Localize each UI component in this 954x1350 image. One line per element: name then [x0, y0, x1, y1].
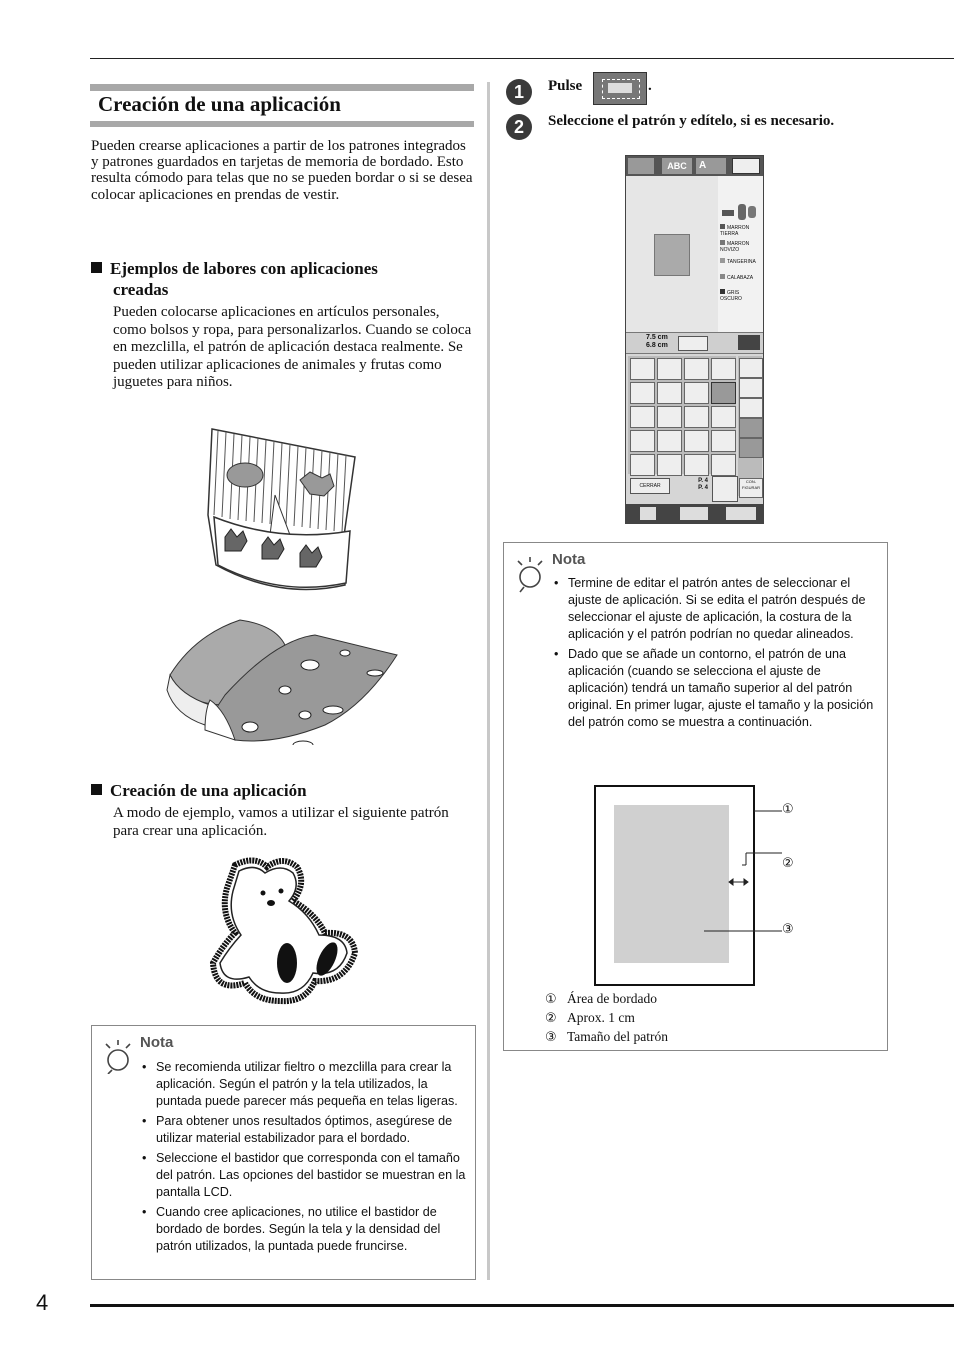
section-heading-examples: Ejemplos de labores con aplicaciones creadas: [91, 258, 475, 300]
step-1-text: Pulse: [548, 78, 583, 94]
pattern-cell[interactable]: [630, 430, 655, 452]
diagram-legend: [545, 990, 845, 1047]
callout-1: ①: [782, 802, 794, 817]
lcd-frame-select-button[interactable]: [739, 378, 763, 398]
pattern-cell[interactable]: [630, 358, 655, 380]
bullet-square-icon: [91, 784, 102, 795]
pattern-cell[interactable]: [630, 406, 655, 428]
lcd-tab-abc[interactable]: ABC: [662, 158, 692, 174]
lcd-color-list: [718, 176, 763, 332]
nota-box-right: [503, 542, 888, 1051]
lcd-color-5: GRIS OSCURO: [720, 290, 742, 302]
pattern-cell[interactable]: [657, 358, 682, 380]
jeans-illustration: [165, 615, 400, 745]
intro-paragraph: Pueden crearse aplicaciones a partir de los patrones integrados y patrones guardados en tarjetas de memoria de bordado. Esto resulta cómodo para telas que no se pueden bordar o si se desea colocar aplicaciones en prendas de vestir.: [91, 138, 473, 203]
nota-item: • Termine de editar el patrón antes de seleccionar el ajuste de aplicación. Si se edita el patrón después de seleccionar el ajuste de aplicación, la costura de la aplicación y el patrón podrían no quedar alineados.: [554, 575, 882, 643]
pattern-cell[interactable]: [711, 406, 736, 428]
lcd-toolbar: [626, 156, 763, 176]
lcd-color-2: MARRON NOVIZO: [720, 241, 750, 253]
footer-rule: [90, 1304, 954, 1307]
pattern-cell[interactable]: [630, 454, 655, 476]
legend-item: ② Aprox. 1 cm: [545, 1010, 635, 1026]
pattern-cell[interactable]: [657, 382, 682, 404]
lcd-arc-button[interactable]: [739, 418, 763, 438]
nota-title-right: Nota: [552, 551, 586, 568]
legend-item: ① Área de bordado: [545, 991, 657, 1007]
nota-item: • Se recomienda utilizar fieltro o mezclilla para crear la aplicación. Según el patrón y la tela utilizados, la puntada puede parecer más pequeña en telas ligeras.: [142, 1059, 467, 1110]
pattern-cell[interactable]: [657, 406, 682, 428]
lcd-machine-icon[interactable]: [680, 507, 708, 520]
lcd-bottom-bar: [626, 504, 763, 523]
header-rule: [90, 58, 954, 59]
nota-item: • Seleccione el bastidor que corresponda con el tamaño del patrón. Las opciones del bastidor se muestran en la pantalla LCD.: [142, 1150, 467, 1201]
bear-pattern-illustration: [205, 853, 360, 1008]
pattern-cell[interactable]: [684, 430, 709, 452]
nota-box-left: [91, 1025, 476, 1280]
nota-item: • Dado que se añade un contorno, el patrón de una aplicación (cuando se selecciona el ajuste de aplicación) tendrá un tamaño superior al del patrón original. En primer lugar, ajuste el tamaño y la posición del patrón como se muestra a continuación.: [554, 646, 882, 731]
section-title-bar: [90, 84, 474, 128]
lcd-spool-icon: [722, 204, 758, 220]
lcd-doc-icon[interactable]: [640, 507, 656, 520]
column-divider: [487, 82, 490, 1280]
lcd-pattern-grid: [628, 356, 736, 474]
lcd-configure-button[interactable]: CON-FIGURAR: [739, 478, 763, 498]
pattern-cell[interactable]: [684, 454, 709, 476]
lcd-bear-thumb: [654, 234, 690, 276]
section-heading-creation: Creación de una aplicación: [91, 780, 475, 801]
step-number-1: 1: [506, 79, 532, 105]
lightbulb-note-icon: [514, 557, 546, 593]
page-number: 4: [36, 1290, 49, 1315]
pattern-cell[interactable]: [684, 358, 709, 380]
pattern-cell[interactable]: [711, 454, 736, 476]
pattern-cell[interactable]: [630, 382, 655, 404]
pattern-cell[interactable]: [684, 382, 709, 404]
legend-item: ③ Tamaño del patrón: [545, 1029, 669, 1045]
lcd-tab-frames[interactable]: [628, 158, 654, 174]
pattern-cell-selected[interactable]: [711, 382, 736, 404]
lcd-edit-button[interactable]: [739, 358, 763, 378]
nota-list-right: [554, 575, 882, 734]
examples-paragraph: Pueden colocarse aplicaciones en artículos personales, como bolsos y ropa, para personalizarlos. Cuando se coloca en mezclilla, el patrón de aplicación destaca realmente. Se pueden utilizar aplicaciones de animales y frutas como juguetes para niños.: [113, 304, 472, 391]
lightbulb-note-icon: [102, 1040, 134, 1074]
lcd-size-bar: [626, 332, 763, 354]
callout-3: ③: [782, 922, 794, 937]
lcd-memory-button[interactable]: [738, 335, 760, 350]
lcd-preview: [626, 176, 719, 332]
lcd-page-indicator: P. 4 P. 4: [698, 478, 708, 491]
lcd-close-button[interactable]: CERRAR: [630, 478, 670, 494]
lcd-color-4: CALABAZA: [720, 274, 762, 282]
lcd-help-icon[interactable]: [726, 507, 756, 520]
step-2-text: Seleccione el patrón y edítelo, si es necesario.: [548, 113, 835, 129]
lcd-size-height: 6.8 cm: [646, 342, 668, 349]
lcd-side-buttons: [738, 356, 762, 496]
lcd-size-width: 7.5 cm: [646, 334, 668, 341]
nota-title-left: Nota: [140, 1034, 174, 1051]
lcd-tab-applique[interactable]: [732, 158, 760, 174]
creation-paragraph: A modo de ejemplo, vamos a utilizar el siguiente patrón para crear una aplicación.: [113, 805, 449, 839]
nota-list-left: [142, 1059, 467, 1258]
lcd-color-1: MARRON TIERRA: [720, 225, 750, 237]
bullet-square-icon: [91, 262, 102, 273]
applique-key-icon[interactable]: [593, 72, 647, 105]
pattern-cell[interactable]: [657, 430, 682, 452]
nota-item: • Cuando cree aplicaciones, no utilice el bastidor de bordado de bordes. Según la tela y la densidad del patrón utilizados, la puntada puede fruncirse.: [142, 1204, 467, 1255]
lcd-tab-font[interactable]: A: [696, 158, 726, 174]
pattern-cell[interactable]: [711, 358, 736, 380]
lcd-color-3: TANGERINA: [720, 258, 762, 266]
lcd-page-arrow-button[interactable]: [712, 476, 738, 502]
callout-lines: [704, 793, 794, 943]
step-1-period: .: [648, 78, 652, 94]
nota-item: • Para obtener unos resultados óptimos, asegúrese de utilizar material estabilizador para el bordado.: [142, 1113, 467, 1147]
pattern-cell[interactable]: [657, 454, 682, 476]
step-number-2: 2: [506, 114, 532, 140]
bag-illustration: [200, 425, 365, 600]
lcd-frame-button[interactable]: [678, 336, 708, 351]
lcd-mirror-button[interactable]: [739, 398, 763, 418]
page-title: Creación de una aplicación: [98, 92, 341, 116]
pattern-cell[interactable]: [711, 430, 736, 452]
lcd-screen: [625, 155, 764, 524]
pattern-cell[interactable]: [684, 406, 709, 428]
lcd-abc-button[interactable]: [739, 438, 763, 458]
callout-2: ②: [782, 856, 794, 871]
